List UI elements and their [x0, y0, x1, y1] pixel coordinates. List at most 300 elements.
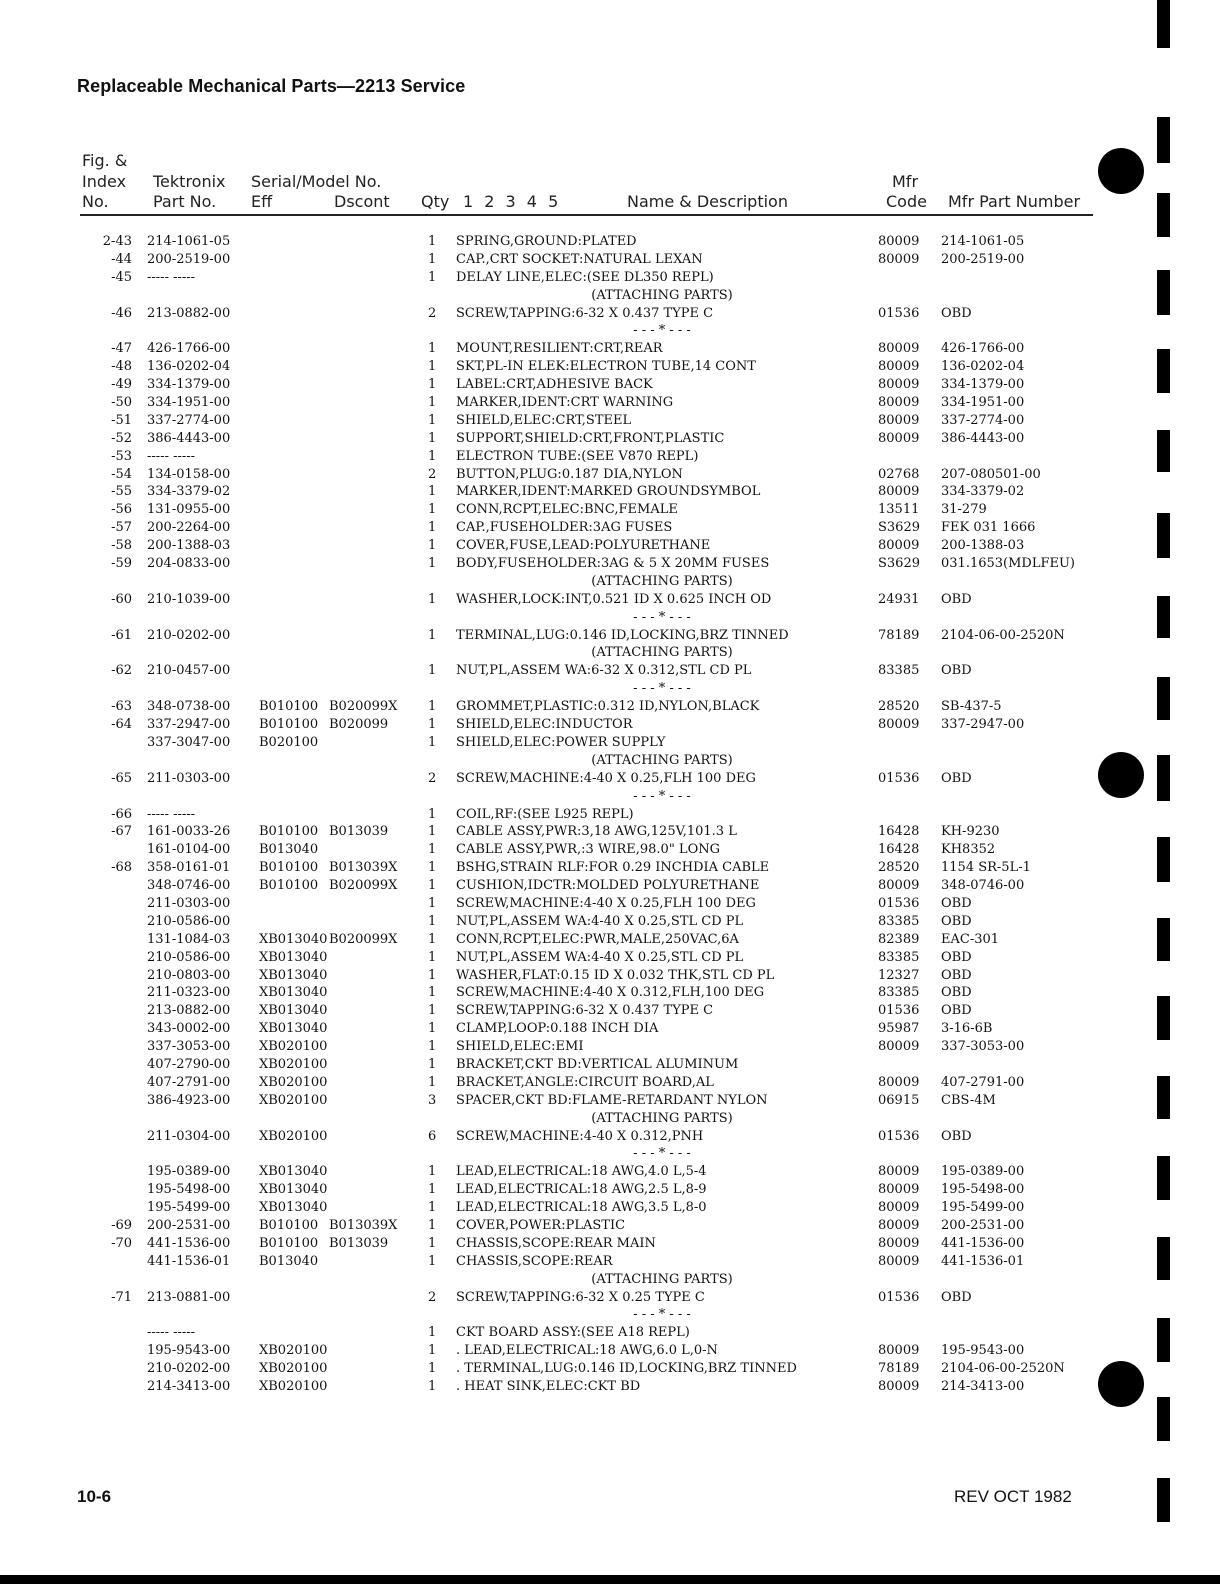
tektronix-part-no: 195-9543-00 [147, 1343, 231, 1359]
mfr-part-number: OBD [941, 663, 972, 679]
header-eff: Eff [251, 192, 273, 211]
mfr-code: 83385 [878, 949, 920, 965]
name-description: COVER,POWER:PLASTIC [456, 1217, 626, 1233]
tektronix-part-no: 136-0202-04 [147, 359, 231, 375]
mfr-part-number: OBD [941, 1128, 972, 1144]
edge-mark [1157, 349, 1170, 393]
tektronix-part-no: 210-0202-00 [147, 1361, 231, 1377]
mfr-part-number: 2104-06-00-2520N [941, 1361, 1065, 1377]
tektronix-part-no: 131-1084-03 [147, 931, 231, 947]
table-separator-row [0, 1306, 1220, 1324]
name-description: SHIELD,ELEC:CRT,STEEL [456, 412, 632, 428]
mfr-code: 78189 [878, 627, 920, 643]
tektronix-part-no: 337-2774-00 [147, 412, 231, 428]
tektronix-part-no: 200-2531-00 [147, 1217, 231, 1233]
tektronix-part-no: 210-0202-00 [147, 627, 231, 643]
index-number: -55 [111, 484, 132, 500]
table-row [0, 1324, 1220, 1342]
mfr-code: 24931 [878, 591, 920, 607]
table-row [0, 1181, 1220, 1199]
index-number: -52 [111, 430, 132, 446]
name-description: SHIELD,ELEC:POWER SUPPLY [456, 734, 666, 750]
mfr-code: 80009 [878, 234, 920, 249]
binder-hole [1098, 752, 1144, 798]
row-note: - - - * - - - [633, 788, 691, 804]
table-row [0, 823, 1220, 841]
serial-eff: XB013040 [259, 1200, 328, 1216]
name-description: LEAD,ELECTRICAL:18 AWG,2.5 L,8-9 [456, 1182, 707, 1198]
name-description: CAP.,FUSEHOLDER:3AG FUSES [456, 520, 673, 536]
row-note: (ATTACHING PARTS) [591, 752, 733, 768]
tektronix-part-no: 211-0303-00 [147, 895, 231, 911]
table-row [0, 1002, 1220, 1020]
tektronix-part-no: 386-4443-00 [147, 430, 231, 446]
tektronix-part-no: 407-2790-00 [147, 1056, 231, 1072]
table-separator-row [0, 644, 1220, 662]
index-number: -61 [111, 627, 132, 643]
quantity: 1 [428, 860, 437, 876]
mfr-code: 80009 [878, 359, 920, 375]
mfr-code: 80009 [878, 1235, 920, 1251]
mfr-code: 16428 [878, 842, 920, 858]
quantity: 2 [428, 305, 437, 321]
mfr-code: 01536 [878, 1128, 920, 1144]
mfr-part-number: FEK 031 1666 [941, 520, 1036, 536]
tektronix-part-no: 210-0586-00 [147, 913, 231, 929]
name-description: SCREW,MACHINE:4-40 X 0.25,FLH 100 DEG [456, 770, 756, 786]
header-mfr: Mfr [892, 172, 919, 191]
table-row [0, 770, 1220, 788]
quantity: 1 [428, 430, 437, 446]
edge-mark [1157, 117, 1170, 163]
quantity: 1 [428, 341, 437, 357]
table-separator-row [0, 1110, 1220, 1128]
name-description: LEAD,ELECTRICAL:18 AWG,4.0 L,5-4 [456, 1164, 707, 1180]
tektronix-part-no: 348-0738-00 [147, 699, 231, 715]
serial-eff: XB020100 [259, 1128, 328, 1144]
mfr-part-number: KH-9230 [941, 824, 1000, 840]
mfr-part-number: 386-4443-00 [941, 430, 1025, 446]
row-note: - - - * - - - [633, 323, 691, 339]
table-row [0, 716, 1220, 734]
edge-mark [1157, 1237, 1170, 1280]
mfr-code: 01536 [878, 1003, 920, 1019]
mfr-part-number: KH8352 [941, 842, 996, 858]
mfr-code: 01536 [878, 770, 920, 786]
tektronix-part-no: 210-0457-00 [147, 663, 231, 679]
mfr-part-number: 334-1379-00 [941, 377, 1025, 393]
table-row [0, 376, 1220, 394]
row-note: - - - * - - - [633, 1307, 691, 1323]
mfr-part-number: OBD [941, 985, 972, 1001]
name-description: BODY,FUSEHOLDER:3AG & 5 X 20MM FUSES [456, 556, 770, 572]
mfr-code: 80009 [878, 1343, 920, 1359]
quantity: 1 [428, 717, 437, 733]
serial-dscont: B020099X [329, 699, 398, 715]
quantity: 1 [428, 1253, 437, 1269]
table-row [0, 1217, 1220, 1235]
quantity: 6 [428, 1128, 437, 1144]
tektronix-part-no: 334-1379-00 [147, 377, 231, 393]
serial-eff: XB013040 [259, 949, 328, 965]
table-separator-row [0, 752, 1220, 770]
quantity: 1 [428, 1361, 437, 1377]
mfr-code: 83385 [878, 985, 920, 1001]
tektronix-part-no: 213-0882-00 [147, 1003, 231, 1019]
header-fig-line1: Fig. & [82, 151, 128, 170]
mfr-code: 80009 [878, 1164, 920, 1180]
mfr-part-number: 337-2774-00 [941, 412, 1025, 428]
mfr-code: 80009 [878, 1039, 920, 1055]
quantity: 1 [428, 377, 437, 393]
mfr-code: 80009 [878, 878, 920, 894]
table-row [0, 1056, 1220, 1074]
quantity: 1 [428, 234, 437, 249]
serial-eff: B020100 [259, 734, 319, 750]
quantity: 1 [428, 1200, 437, 1216]
serial-eff: B010100 [259, 878, 319, 894]
table-row [0, 662, 1220, 680]
table-row [0, 448, 1220, 466]
header-levels: 1 2 3 4 5 [463, 192, 562, 211]
edge-mark [1157, 755, 1170, 801]
serial-dscont: B020099X [329, 931, 398, 947]
binder-hole [1098, 1361, 1144, 1407]
mfr-code: 01536 [878, 895, 920, 911]
quantity: 1 [428, 734, 437, 750]
name-description: SPRING,GROUND:PLATED [456, 234, 637, 249]
edge-mark [1157, 1156, 1170, 1200]
tektronix-part-no: 195-0389-00 [147, 1164, 231, 1180]
index-number: -70 [111, 1235, 132, 1251]
table-row [0, 430, 1220, 448]
mfr-part-number: 441-1536-00 [941, 1235, 1025, 1251]
mfr-part-number: 031.1653(MDLFEU) [941, 556, 1076, 572]
binder-hole [1098, 148, 1144, 194]
name-description: CABLE ASSY,PWR:3,18 AWG,125V,101.3 L [456, 824, 737, 840]
table-row [0, 1342, 1220, 1360]
table-row [0, 1235, 1220, 1253]
name-description: LABEL:CRT,ADHESIVE BACK [456, 377, 653, 393]
name-description: MOUNT,RESILIENT:CRT,REAR [456, 341, 663, 357]
name-description: MARKER,IDENT:MARKED GROUNDSYMBOL [456, 484, 761, 500]
row-note: (ATTACHING PARTS) [591, 1271, 733, 1287]
serial-dscont: B020099 [329, 717, 389, 733]
name-description: NUT,PL,ASSEM WA:4-40 X 0.25,STL CD PL [456, 949, 744, 965]
header-qty: Qty [421, 192, 450, 211]
mfr-part-number: 214-3413-00 [941, 1379, 1025, 1394]
tektronix-part-no: 334-1951-00 [147, 395, 231, 411]
quantity: 1 [428, 448, 437, 464]
quantity: 1 [428, 395, 437, 411]
index-number: -56 [111, 502, 132, 518]
index-number: -59 [111, 556, 132, 572]
tektronix-part-no: 204-0833-00 [147, 556, 231, 572]
header-dscont: Dscont [334, 192, 390, 211]
tektronix-part-no: 343-0002-00 [147, 1021, 231, 1037]
table-row [0, 967, 1220, 985]
tektronix-part-no: 131-0955-00 [147, 502, 231, 518]
serial-eff: B010100 [259, 699, 319, 715]
serial-eff: XB013040 [259, 967, 328, 983]
row-note: (ATTACHING PARTS) [591, 645, 733, 661]
quantity: 1 [428, 627, 437, 643]
row-note: - - - * - - - [633, 1146, 691, 1162]
table-row [0, 591, 1220, 609]
quantity: 3 [428, 1092, 437, 1108]
mfr-part-number: EAC-301 [941, 931, 1000, 947]
table-separator-row [0, 609, 1220, 627]
tektronix-part-no: 200-1388-03 [147, 538, 231, 554]
mfr-part-number: 195-5498-00 [941, 1182, 1025, 1198]
serial-eff: XB020100 [259, 1039, 328, 1055]
name-description: TERMINAL,LUG:0.146 ID,LOCKING,BRZ TINNED [456, 627, 789, 643]
mfr-part-number: OBD [941, 305, 972, 321]
serial-eff: XB020100 [259, 1343, 328, 1359]
mfr-part-number: OBD [941, 1003, 972, 1019]
header-code: Code [886, 192, 927, 211]
table-row [0, 501, 1220, 519]
table-separator-row [0, 573, 1220, 591]
serial-eff: B010100 [259, 1235, 319, 1251]
table-separator-row [0, 680, 1220, 698]
name-description: CAP.,CRT SOCKET:NATURAL LEXAN [456, 251, 703, 267]
serial-dscont: B020099X [329, 878, 398, 894]
quantity: 1 [428, 842, 437, 858]
index-number: -65 [111, 770, 132, 786]
serial-eff: B010100 [259, 1217, 319, 1233]
quantity: 1 [428, 1074, 437, 1090]
serial-eff: B010100 [259, 824, 319, 840]
edge-mark [1157, 1076, 1170, 1119]
row-note: - - - * - - - [633, 681, 691, 697]
name-description: SHIELD,ELEC:EMI [456, 1039, 584, 1055]
quantity: 1 [428, 412, 437, 428]
tektronix-part-no: 195-5499-00 [147, 1200, 231, 1216]
quantity: 1 [428, 1182, 437, 1198]
quantity: 1 [428, 699, 437, 715]
table-separator-row [0, 287, 1220, 305]
tektronix-part-no: 211-0304-00 [147, 1128, 231, 1144]
name-description: COIL,RF:(SEE L925 REPL) [456, 806, 634, 822]
name-description: . TERMINAL,LUG:0.146 ID,LOCKING,BRZ TINNED [456, 1361, 797, 1377]
index-number: -54 [111, 466, 132, 482]
mfr-code: S3629 [878, 520, 920, 536]
table-row [0, 1074, 1220, 1092]
tektronix-part-no: ----- ----- [147, 448, 196, 464]
name-description: LEAD,ELECTRICAL:18 AWG,3.5 L,8-0 [456, 1200, 707, 1216]
index-number: -47 [111, 341, 132, 357]
table-row [0, 984, 1220, 1002]
table-row [0, 1128, 1220, 1146]
mfr-code: 80009 [878, 251, 920, 267]
row-note: (ATTACHING PARTS) [591, 287, 733, 303]
name-description: SPACER,CKT BD:FLAME-RETARDANT NYLON [456, 1092, 768, 1108]
mfr-part-number: 195-9543-00 [941, 1343, 1025, 1359]
name-description: GROMMET,PLASTIC:0.312 ID,NYLON,BLACK [456, 699, 760, 715]
edge-mark [1157, 430, 1170, 472]
mfr-part-number: 334-3379-02 [941, 484, 1025, 500]
table-row [0, 269, 1220, 287]
table-row [0, 627, 1220, 645]
index-number: -68 [111, 860, 132, 876]
index-number: -71 [111, 1289, 132, 1305]
name-description: SCREW,TAPPING:6-32 X 0.437 TYPE C [456, 305, 714, 321]
quantity: 1 [428, 1379, 437, 1394]
table-row [0, 1378, 1220, 1396]
tektronix-part-no: 214-1061-05 [147, 234, 231, 249]
edge-mark [1157, 270, 1170, 315]
edge-mark [1157, 0, 1170, 48]
tektronix-part-no: 358-0161-01 [147, 860, 231, 876]
serial-eff: XB013040 [259, 931, 328, 947]
table-row [0, 806, 1220, 824]
table-row [0, 1092, 1220, 1110]
quantity: 2 [428, 770, 437, 786]
name-description: SUPPORT,SHIELD:CRT,FRONT,PLASTIC [456, 430, 725, 446]
name-description: CKT BOARD ASSY:(SEE A18 REPL) [456, 1325, 690, 1341]
name-description: BUTTON,PLUG:0.187 DIA,NYLON [456, 466, 683, 482]
index-number: -58 [111, 538, 132, 554]
table-row [0, 466, 1220, 484]
quantity: 1 [428, 1325, 437, 1341]
table-separator-row [0, 322, 1220, 340]
table-row [0, 1199, 1220, 1217]
mfr-code: 28520 [878, 699, 920, 715]
table-row [0, 1289, 1220, 1307]
index-number: -66 [111, 806, 132, 822]
name-description: BRACKET,CKT BD:VERTICAL ALUMINUM [456, 1056, 739, 1072]
tektronix-part-no: 213-0882-00 [147, 305, 231, 321]
quantity: 1 [428, 556, 437, 572]
mfr-part-number: 207-080501-00 [941, 466, 1041, 482]
table-separator-row [0, 1271, 1220, 1289]
name-description: CABLE ASSY,PWR,:3 WIRE,98.0" LONG [456, 842, 720, 858]
quantity: 1 [428, 967, 437, 983]
mfr-code: 80009 [878, 1253, 920, 1269]
mfr-code: S3629 [878, 556, 920, 572]
name-description: CHASSIS,SCOPE:REAR MAIN [456, 1235, 656, 1251]
mfr-code: 06915 [878, 1092, 920, 1108]
mfr-code: 01536 [878, 1289, 920, 1305]
mfr-code: 28520 [878, 860, 920, 876]
revision-date: REV OCT 1982 [954, 1487, 1072, 1506]
edge-mark [1157, 1318, 1170, 1362]
edge-mark [1157, 677, 1170, 720]
row-note: (ATTACHING PARTS) [591, 573, 733, 589]
name-description: NUT,PL,ASSEM WA:6-32 X 0.312,STL CD PL [456, 663, 752, 679]
mfr-code: 83385 [878, 663, 920, 679]
quantity: 1 [428, 1164, 437, 1180]
header-name-description: Name & Description [627, 192, 788, 211]
table-row [0, 233, 1220, 251]
mfr-part-number: 426-1766-00 [941, 341, 1025, 357]
mfr-part-number: 3-16-6B [941, 1021, 993, 1037]
scan-edge [0, 1575, 1220, 1584]
mfr-code: 82389 [878, 931, 920, 947]
index-number: -63 [111, 699, 132, 715]
table-separator-row [0, 1145, 1220, 1163]
tektronix-part-no: 210-0803-00 [147, 967, 231, 983]
table-row [0, 305, 1220, 323]
serial-eff: XB013040 [259, 1021, 328, 1037]
mfr-part-number: OBD [941, 967, 972, 983]
mfr-code: 01536 [878, 305, 920, 321]
index-number: -49 [111, 377, 132, 393]
table-row [0, 734, 1220, 752]
header-rule [80, 214, 1093, 216]
serial-eff: XB013040 [259, 1182, 328, 1198]
mfr-part-number: OBD [941, 949, 972, 965]
mfr-code: 80009 [878, 377, 920, 393]
mfr-code: 80009 [878, 538, 920, 554]
mfr-part-number: CBS-4M [941, 1092, 996, 1108]
mfr-part-number: 2104-06-00-2520N [941, 627, 1065, 643]
serial-dscont: B013039 [329, 824, 389, 840]
mfr-code: 80009 [878, 1200, 920, 1216]
tektronix-part-no: 211-0323-00 [147, 985, 231, 1001]
index-number: -69 [111, 1217, 132, 1233]
name-description: . LEAD,ELECTRICAL:18 AWG,6.0 L,0-N [456, 1343, 718, 1359]
edge-mark [1157, 1478, 1170, 1522]
serial-dscont: B013039X [329, 860, 398, 876]
mfr-part-number: 200-2519-00 [941, 251, 1025, 267]
table-row [0, 913, 1220, 931]
serial-eff: B013040 [259, 1253, 319, 1269]
mfr-code: 13511 [878, 502, 920, 518]
name-description: DELAY LINE,ELEC:(SEE DL350 REPL) [456, 269, 714, 285]
name-description: SCREW,MACHINE:4-40 X 0.25,FLH 100 DEG [456, 895, 756, 911]
index-number: -45 [111, 269, 132, 285]
name-description: CUSHION,IDCTR:MOLDED POLYURETHANE [456, 878, 760, 894]
header-part-no: Part No. [153, 192, 217, 211]
serial-eff: B013040 [259, 842, 319, 858]
page-title: Replaceable Mechanical Parts—2213 Service [77, 76, 466, 96]
table-row [0, 519, 1220, 537]
edge-mark [1157, 837, 1170, 882]
serial-eff: XB020100 [259, 1092, 328, 1108]
tektronix-part-no: 211-0303-00 [147, 770, 231, 786]
quantity: 1 [428, 1235, 437, 1251]
name-description: MARKER,IDENT:CRT WARNING [456, 395, 674, 411]
index-number: -57 [111, 520, 132, 536]
index-number: -60 [111, 591, 132, 607]
mfr-part-number: 214-1061-05 [941, 234, 1025, 249]
table-row [0, 340, 1220, 358]
tektronix-part-no: 210-1039-00 [147, 591, 231, 607]
table-row [0, 483, 1220, 501]
table-row [0, 394, 1220, 412]
quantity: 2 [428, 1289, 437, 1305]
name-description: SCREW,MACHINE:4-40 X 0.312,PNH [456, 1128, 704, 1144]
tektronix-part-no: 441-1536-00 [147, 1235, 231, 1251]
mfr-part-number: OBD [941, 591, 972, 607]
quantity: 1 [428, 931, 437, 947]
serial-eff: XB020100 [259, 1074, 328, 1090]
tektronix-part-no: 386-4923-00 [147, 1092, 231, 1108]
tektronix-part-no: 348-0746-00 [147, 878, 231, 894]
table-row [0, 698, 1220, 716]
mfr-code: 80009 [878, 430, 920, 446]
quantity: 1 [428, 359, 437, 375]
serial-dscont: B013039X [329, 1217, 398, 1233]
index-number: -64 [111, 717, 132, 733]
row-note: - - - * - - - [633, 609, 691, 625]
name-description: CONN,RCPT,ELEC:PWR,MALE,250VAC,6A [456, 931, 739, 947]
header-tektronix: Tektronix [153, 172, 226, 191]
mfr-part-number: 337-2947-00 [941, 717, 1025, 733]
mfr-part-number: 334-1951-00 [941, 395, 1025, 411]
